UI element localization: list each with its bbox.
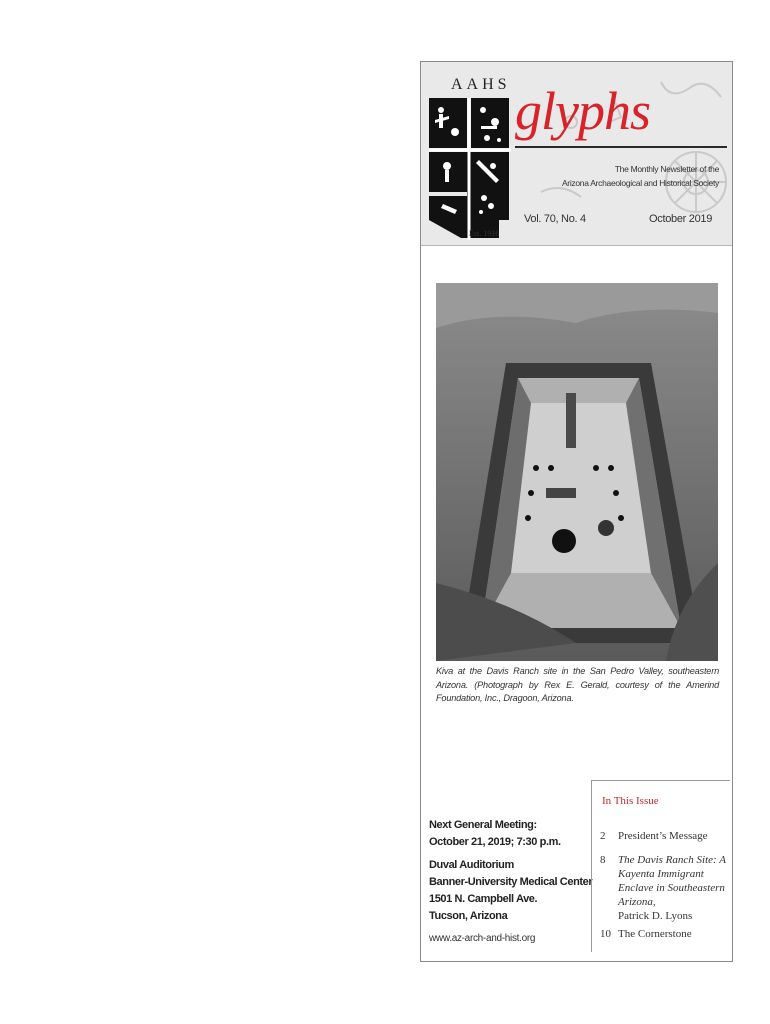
toc-item-title: President’s Message <box>618 830 708 842</box>
newsletter-page <box>420 61 733 962</box>
toc-page-number: 10 <box>600 928 611 940</box>
website-link[interactable]: www.az-arch-and-hist.org <box>429 933 536 944</box>
meeting-city: Tucson, Arizona <box>429 910 508 922</box>
volume-number: Vol. 70, No. 4 <box>524 213 586 225</box>
tagline <box>541 162 719 190</box>
toc-title: In This Issue <box>602 795 659 807</box>
toc-item-title: The Davis Ranch Site: A Kayenta Immigrant Enclave in Southeastern Arizona, <box>618 854 726 908</box>
meeting-info <box>429 817 595 944</box>
toc-item-author: Patrick D. Lyons <box>618 910 693 922</box>
tagline-line1: The Monthly Newsletter of the <box>614 164 719 174</box>
established-year: Est. 1916 <box>469 229 500 238</box>
photo-caption: Kiva at the Davis Ranch site in the San Pedro Valley, southeastern Arizona. (Photograph by Rex E. Gerald, courtesy of the Amerind Foundation, Inc., Dragoon, Arizona. <box>436 666 719 703</box>
meeting-heading: Next General Meeting: <box>429 819 537 831</box>
org-letters: AAHS <box>451 76 511 93</box>
kiva-illustration <box>436 283 718 661</box>
toc-item-title: The Cornerstone <box>618 928 692 940</box>
toc-item[interactable] <box>600 829 726 843</box>
meeting-address: 1501 N. Campbell Ave. <box>429 893 538 905</box>
cover-photo-kiva <box>436 283 718 661</box>
tagline-line2: Arizona Archaeological and Historical Society <box>561 178 719 188</box>
aahs-logo <box>429 80 517 242</box>
table-of-contents <box>591 780 730 952</box>
toc-page-number: 2 <box>600 830 606 842</box>
masthead <box>421 62 732 246</box>
meeting-venue: Duval Auditorium <box>429 859 514 871</box>
title-rule <box>515 146 727 148</box>
meeting-center: Banner-University Medical Center <box>429 876 593 888</box>
toc-item[interactable] <box>600 927 726 941</box>
issue-date: October 2019 <box>649 213 713 225</box>
toc-page-number: 8 <box>600 854 606 866</box>
meeting-datetime: October 21, 2019; 7:30 p.m. <box>429 836 561 848</box>
newsletter-title: glyphs <box>515 81 650 141</box>
toc-item[interactable] <box>600 853 726 923</box>
